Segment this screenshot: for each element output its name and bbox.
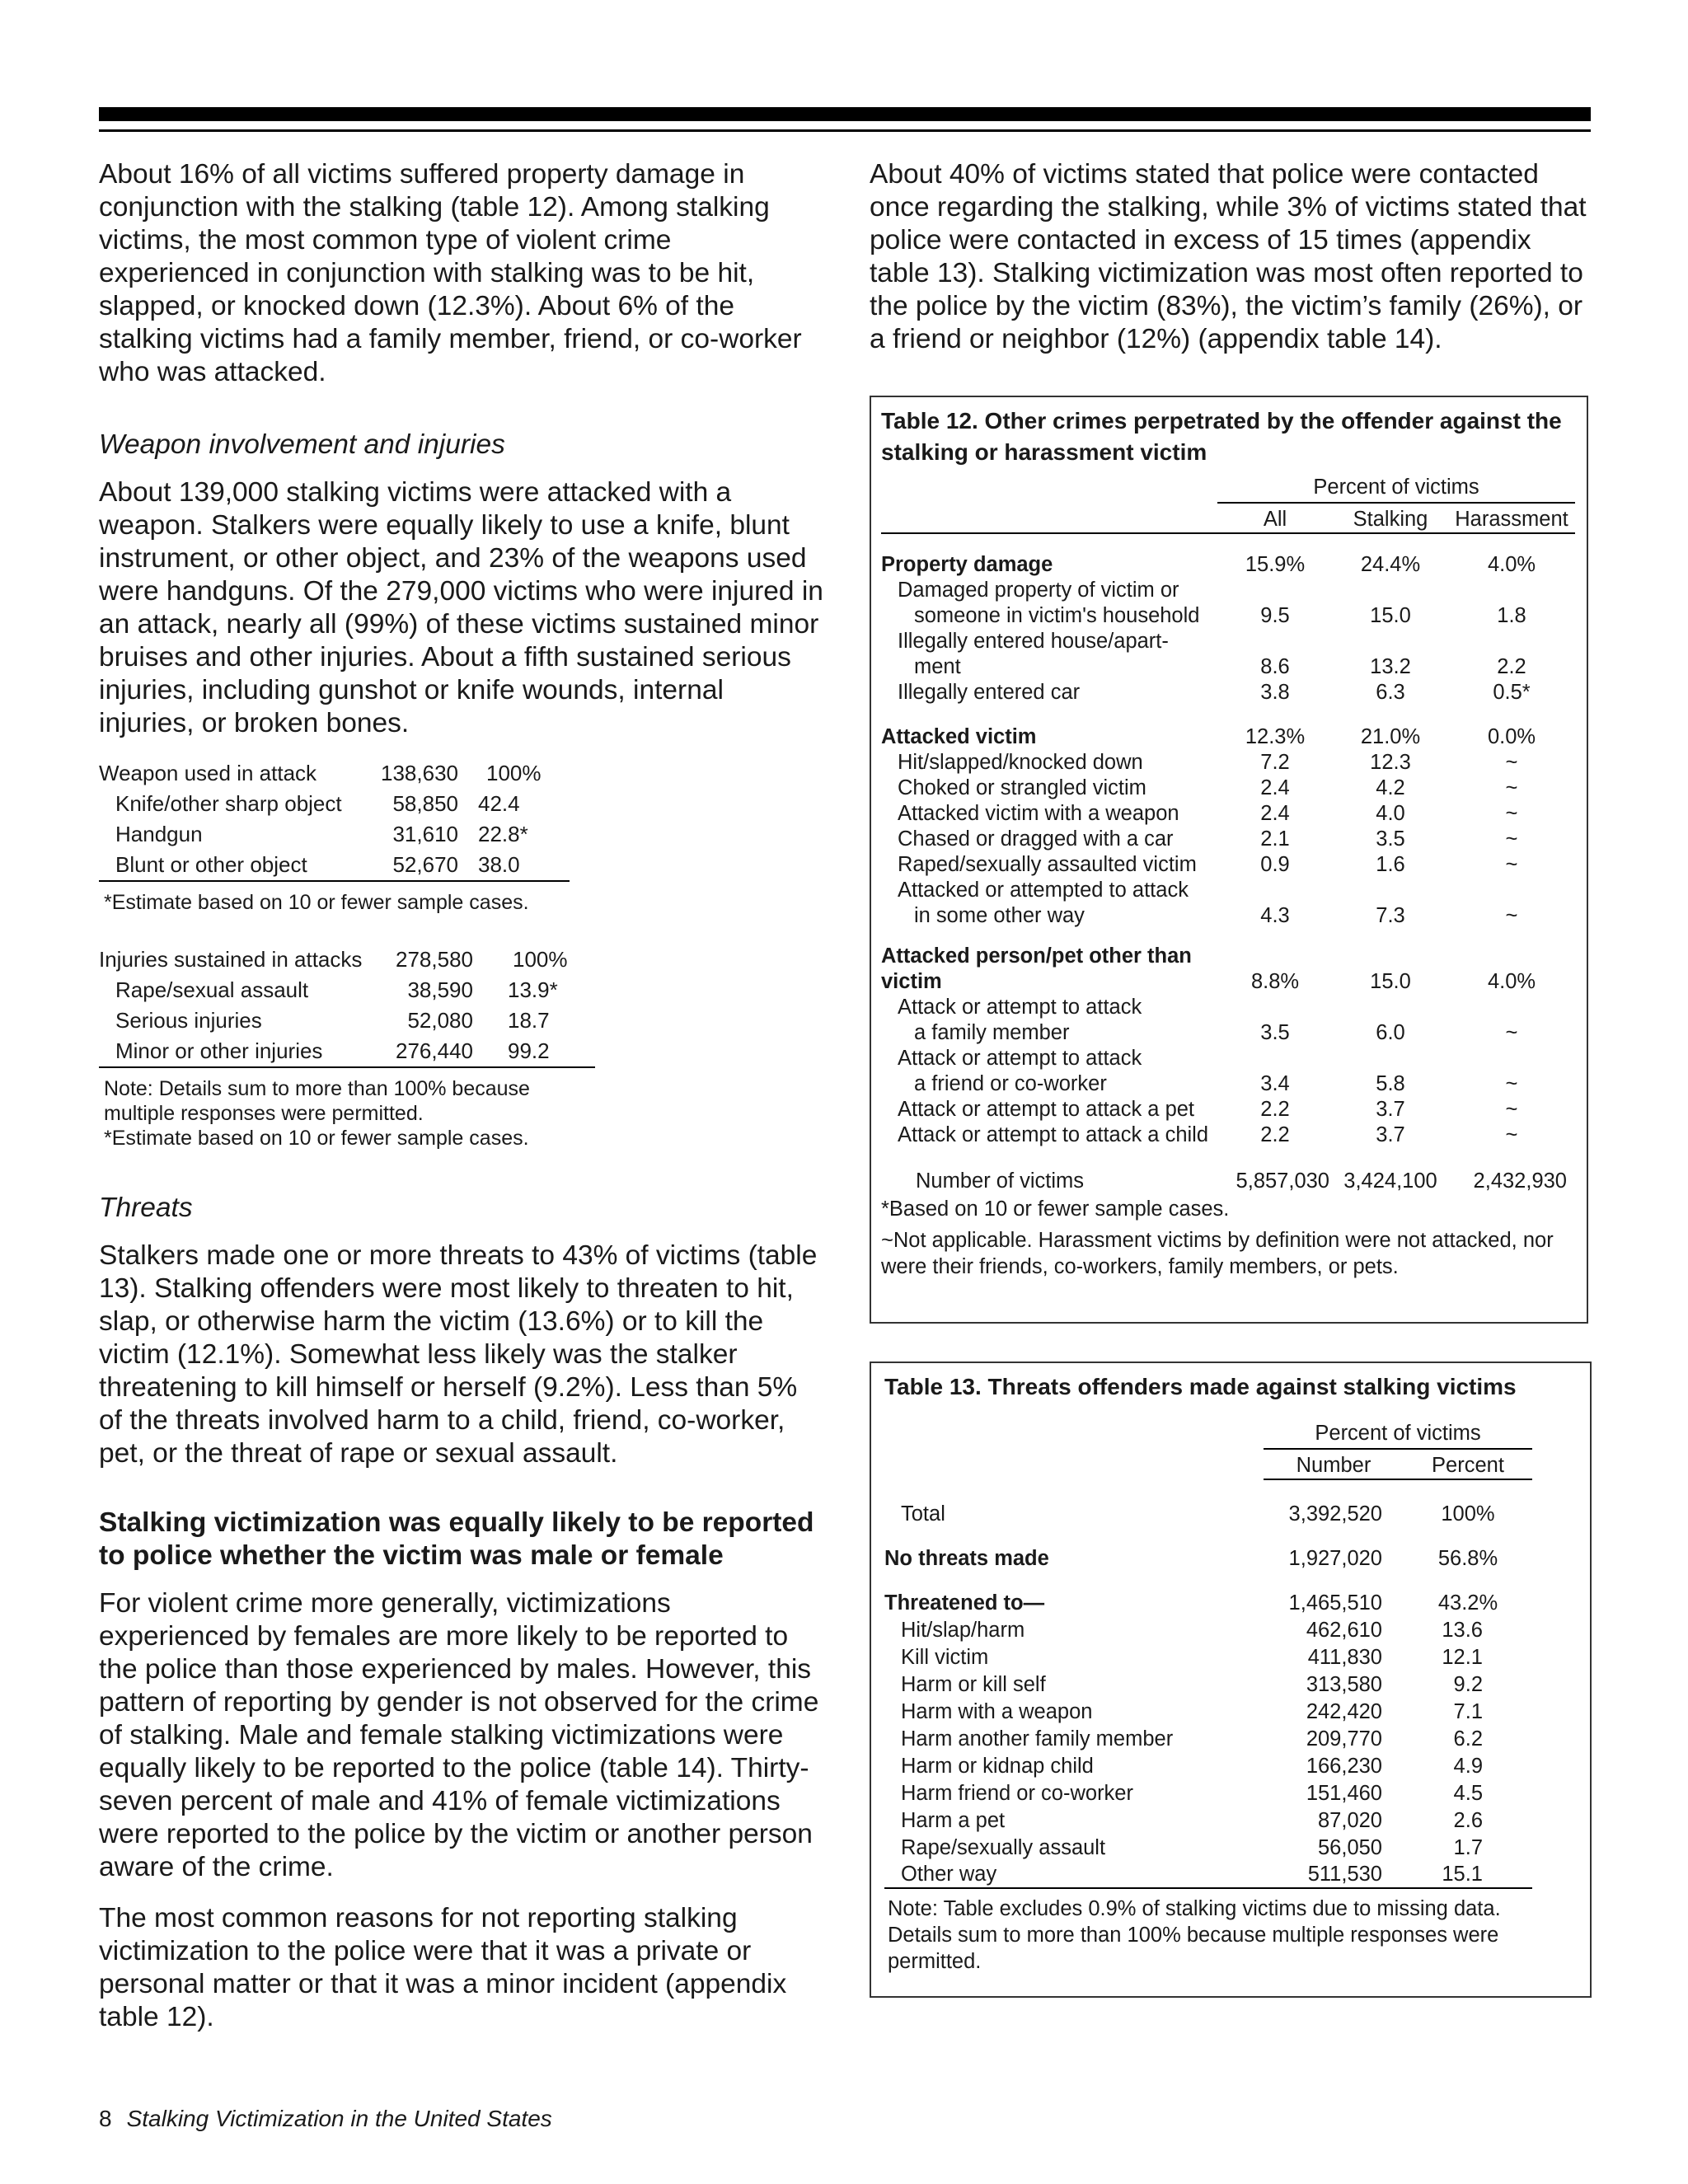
weapon-footnote: *Estimate based on 10 or fewer sample cases. [104, 891, 529, 914]
table-row: Number of victims 5,857,030 3,424,100 2,432,930 [916, 1169, 1567, 1193]
table-row: Harm a pet 87,020 2.6 [901, 1809, 1483, 1832]
table-row: Choked or strangled victim 2.4 4.2 ~ [898, 776, 1518, 799]
table-row: Injuries sustained in attacks 278,580 100% [99, 947, 568, 972]
report-title: Stalking Victimization in the United States [126, 2106, 552, 2131]
header-rule-thick [99, 107, 1591, 121]
table-row: Damaged property of victim or someone in victim's household 9.5 15.0 1.8 [898, 579, 1526, 627]
table-12-box [870, 396, 1588, 1324]
table-row: Rape/sexual assault 38,590 13.9* [115, 977, 558, 1002]
table-row: Total 3,392,520 100% [901, 1502, 1495, 1526]
left-column [99, 158, 824, 2052]
table-row: Harm or kill self 313,580 9.2 [901, 1673, 1483, 1696]
table-13-note: Note: Table excludes 0.9% of stalking victims due to missing data. Details sum to more than 100% because multiple responses were permitted. [888, 1897, 1501, 1973]
table-13-spanner: Percent of victims [1315, 1422, 1481, 1445]
heading-threats: Threats [99, 1193, 193, 1223]
paragraph-property-damage: About 16% of all victims suffered property damage in conjunction with the stalking (table 12). Among stalking victims, the most common type of violent crime experienced in conjunction with stalking was to be hit, slapped, or knocked down (12.3%). About 6% of the stalking victims had a family member, friend, or co-worker who was attacked. [99, 159, 802, 387]
paragraph-threats: Stalkers made one or more threats to 43% of victims (table 13). Stalking offenders were most likely to threaten to hit, slap, or otherwise harm the victim (13.6%) or to kill the victim (12.1%). Somewhat less likely was the stalker threatening to kill himself or herself (9.2%). Less than 5% of the threats involved harm to a child, friend, co-worker, pet, or the threat of rape or sexual assault. [99, 1240, 818, 1469]
heading-reporting: Stalking victimization was equally likely to be reported to police whether the victim was male or female [99, 1507, 814, 1571]
table-12-title: Table 12. Other crimes perpetrated by the offender against the stalking or harassment victim [881, 408, 1562, 465]
weapon-table [99, 758, 570, 882]
table-row: Attack or attempt to attack a child 2.2 3.7 ~ [898, 1123, 1518, 1146]
column-header-percent: Percent [1404, 1449, 1532, 1479]
table-13-box [870, 1361, 1592, 1998]
paragraph-weapons: About 139,000 stalking victims were attacked with a weapon. Stalkers were equally likely to use a knife, blunt instrument, or other object, and 23% of the weapons used were handguns. Of the 279,000 victims who were injured in an attack, nearly all (99%) of these victims sustained minor bruises and other injuries. About a fifth sustained serious injuries, including gunshot or knife wounds, internal injuries, or broken bones. [99, 477, 823, 738]
table-row: Harm or kidnap child 166,230 4.9 [901, 1755, 1483, 1778]
table-row: Kill victim 411,830 12.1 [901, 1646, 1483, 1669]
table-row: Knife/other sharp object 58,850 42.4 [115, 791, 520, 816]
paragraph-police-contact: About 40% of victims stated that police were contacted once regarding the stalking, while 3% of victims stated that police were contacted in excess of 15 times (appendix table 13). Stalking victimization was most often reported to the police by the victim (83%), the victim’s family (26%), or a friend or neighbor (12%) (appendix table 14). [870, 159, 1587, 354]
table-row: Attacked or attempted to attack in some other way 4.3 7.3 ~ [898, 879, 1518, 927]
column-header-number: Number [1264, 1449, 1404, 1479]
column-header-harassment: Harassment [1455, 508, 1568, 531]
heading-weapon-involvement: Weapon involvement and injuries [99, 429, 505, 460]
table-row: Chased or dragged with a car 2.1 3.5 ~ [898, 827, 1518, 851]
page-footer [99, 2106, 552, 2132]
header-rule-thin [99, 129, 1591, 132]
table-row: Attack or attempt to attack a friend or co-worker 3.4 5.8 ~ [898, 1047, 1518, 1095]
right-column [870, 158, 1591, 374]
table-row: Attack or attempt to attack a pet 2.2 3.7 ~ [898, 1098, 1518, 1121]
table-row: Threatened to— 1,465,510 43.2% [884, 1591, 1498, 1615]
paragraph-reporting-gender: For violent crime more generally, victimizations experienced by females are more likely to be reported to the police than those experienced by males. However, this pattern of reporting by gender is not observed for the crime of stalking. Male and female stalking victimizations were equally likely to be reported to the police (table 14). Thirty-seven percent of male and 41% of female victimizations were reported to the police by the victim or another person aware of the crime. [99, 1588, 819, 1882]
table-row: Rape/sexually assault 56,050 1.7 [901, 1836, 1483, 1859]
table-row: Hit/slap/harm 462,610 13.6 [901, 1619, 1483, 1642]
table-13 [884, 1421, 1532, 1889]
table-12-footnote: *Based on 10 or fewer sample cases. [881, 1197, 1230, 1221]
table-13-title: Table 13. Threats offenders made against stalking victims [884, 1374, 1517, 1399]
table-row: Blunt or other object 52,670 38.0 [99, 850, 570, 881]
table-row: Raped/sexually assaulted victim 0.9 1.6 ~ [898, 853, 1518, 876]
table-row: Attacked victim 12.3% 21.0% 0.0% [881, 725, 1536, 748]
table-row: Minor or other injuries 276,440 99.2 [99, 1036, 595, 1067]
column-header-stalking: Stalking [1353, 508, 1428, 531]
row-label: Weapon used in attack [99, 761, 317, 785]
table-row: Harm another family member 209,770 6.2 [901, 1727, 1483, 1750]
injury-table [99, 944, 595, 1068]
injury-footnote: *Estimate based on 10 or fewer sample cases. [104, 1127, 529, 1150]
table-row: Property damage 15.9% 24.4% 4.0% [881, 553, 1536, 576]
table-row: Hit/slapped/knocked down 7.2 12.3 ~ [898, 751, 1518, 774]
table-row: Attacked victim with a weapon 2.4 4.0 ~ [898, 802, 1518, 825]
table-row: Other way 511,530 15.1 [884, 1861, 1532, 1888]
injury-note: Note: Details sum to more than 100% because multiple responses were permitted. [104, 1077, 530, 1125]
table-row: Attacked person/pet other than victim 8.8% 15.0 4.0% [881, 944, 1536, 993]
table-row: No threats made 1,927,020 56.8% [884, 1547, 1498, 1570]
table-12 [881, 475, 1575, 1194]
table-row: Harm friend or co-worker 151,460 4.5 [901, 1782, 1483, 1805]
table-row: Weapon used in attack 138,630 100% [99, 758, 570, 789]
table-row: Attack or attempt to attack a family member 3.5 6.0 ~ [898, 996, 1518, 1044]
column-header-all: All [1263, 508, 1287, 531]
table-12-note: ~Not applicable. Harassment victims by definition were not attacked, nor were their friends, co-workers, family members, or pets. [881, 1229, 1554, 1278]
page-number: 8 [99, 2106, 112, 2131]
table-row: Illegally entered house/apart- ment 8.6 13.2 2.2 [898, 630, 1526, 678]
table-row: Serious injuries 52,080 18.7 [115, 1008, 550, 1033]
paragraph-reasons-not-reporting: The most common reasons for not reporting stalking victimization to the police were that it was a private or personal matter or that it was a minor incident (appendix table 12). [99, 1903, 787, 2032]
table-row: Harm with a weapon 242,420 7.1 [901, 1700, 1483, 1723]
table-row: Illegally entered car 3.8 6.3 0.5* [898, 681, 1531, 704]
table-12-spanner: Percent of victims [1217, 475, 1575, 503]
table-row: Handgun 31,610 22.8* [115, 822, 528, 846]
